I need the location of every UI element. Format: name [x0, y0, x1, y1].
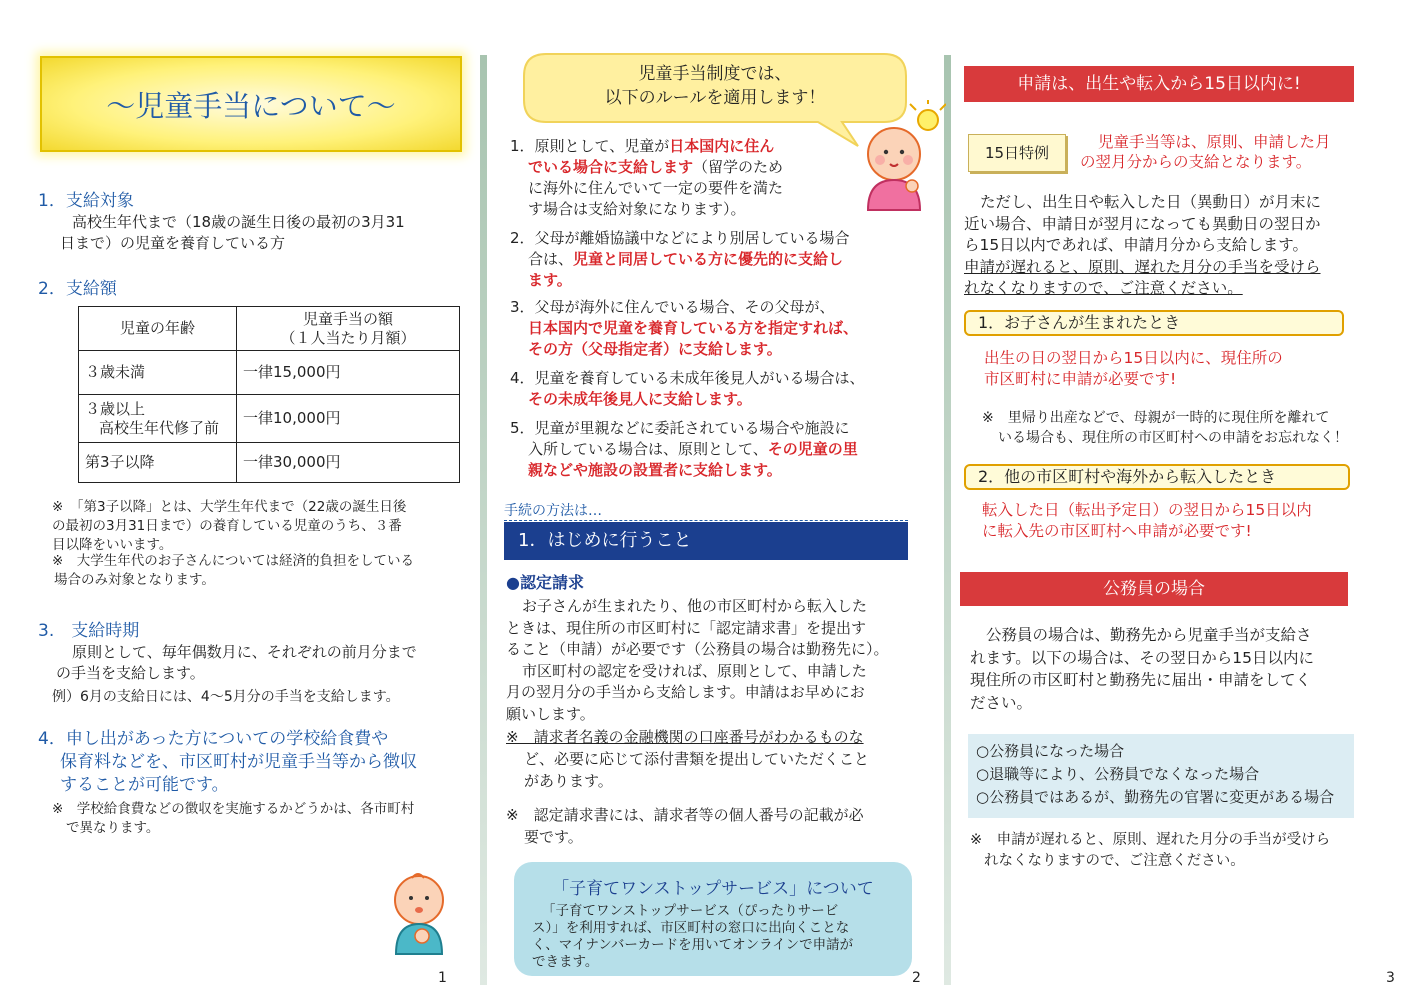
- section-3-heading: 3. 支給時期: [38, 621, 140, 641]
- cert-heading: ●認定請求: [506, 573, 584, 592]
- public-servant-banner: 公務員の場合: [960, 572, 1348, 606]
- baby-lightbulb-illustration: [850, 100, 946, 212]
- one-stop-service-title: 「子育てワンストップサービス」について: [552, 879, 874, 899]
- rule-3: 3．父母が海外に住んでいる場合、その父母が、 日本国内で児童を養育している方を指定すれば、 その方（父母指定者）に支給します。: [510, 298, 859, 358]
- page-title-box: [40, 56, 462, 152]
- special-tag-text: 児童手当等は、原則、申請した月 の翌月分からの支給となります。: [1080, 133, 1331, 171]
- section-4-heading: 4．申し出があった方についての学校給食費や 保育料などを、市区町村が児童手当等から徴収 することが可能です。: [38, 729, 417, 795]
- special-tag: 15日特例: [968, 134, 1066, 172]
- section-2-heading: 2．支給額: [38, 279, 117, 299]
- method-label: 手続の方法は…: [504, 500, 908, 521]
- note-attachments: ※ 請求者名義の金融機関の口座番号がわかるものな ど、必要に応じて添付書類を提出していただくこと があります。: [506, 728, 870, 790]
- page-number-3: 3: [1386, 970, 1395, 986]
- table-row: 第3子以降 一律30,000円: [79, 443, 460, 483]
- deadline-body: ただし、出生日や転入した日（異動日）が月末に 近い場合、申請日が翌月になっても異動日の翌日か ら15日以内であれば、申請月分から支給します。 申請が遅れると、原則、遅れた月分の手当を受けら れなくなりますので、ご注意ください。: [964, 193, 1322, 297]
- case-1-requirement: 出生の日の翌日から15日以内に、現住所の 市区町村に申請が必要です!: [984, 349, 1283, 388]
- public-servant-body: 公務員の場合は、勤務先から児童手当が支給さ れます。以下の場合は、その翌日から15日以内に 現住所の市区町村と勤務先に届出・申請をしてく ださい。: [970, 626, 1314, 712]
- public-servant-cases: [968, 734, 1354, 818]
- list-item: ○退職等により、公務員でなくなった場合: [976, 765, 1260, 783]
- section-3-body: 原則として、毎年偶数月に、それぞれの前月分まで の手当を支給します。: [56, 643, 417, 682]
- public-servant-note: ※ 申請が遅れると、原則、遅れた月分の手当が受けら れなくなりますので、ご注意ください。: [970, 832, 1331, 869]
- note-third-child: ※ 「第3子以降」とは、大学生年代まで（22歳の誕生日後 の最初の3月31日まで）の養育している児童のうち、３番 目以降をいいます。: [52, 499, 407, 553]
- section-4-note: ※ 学校給食費などの徴収を実施するかどうかは、各市町村 で異なります。: [52, 801, 415, 836]
- cert-body: お子さんが生まれたり、他の市区町村から転入した ときは、現住所の市区町村に「認定請求書」を提出す ること（申請）が必要です（公務員の場合は勤務先に）。 市区町村の認定を受ければ、原則として、申請した 月の翌月分の手当から支給します。申請はお早めにお 願いします。: [506, 597, 889, 723]
- list-item: ○公務員ではあるが、勤務先の官署に変更がある場合: [976, 788, 1335, 806]
- section-3-example: 例）6月の支給日には、4～5月分の手当を支給します。: [52, 689, 400, 705]
- page-title: ～児童手当について～: [106, 89, 396, 123]
- page-number-1: 1: [438, 970, 447, 986]
- one-stop-service-body: 「子育てワンストップサービス（ぴったりサービ ス）」を利用すれば、市区町村の窓口に出向くことな く、マイナンバーカードを用いてオンラインで申請が できます。: [532, 903, 854, 970]
- case-2-requirement: 転入した日（転出予定日）の翌日から15日以内 に転入先の市区町村へ申請が必要です!: [982, 501, 1312, 540]
- amount-table: [78, 306, 460, 483]
- note-individual-number: ※ 認定請求書には、請求者等の個人番号の記載が必 要です。: [506, 806, 864, 846]
- table-row: ３歳以上 高校生年代修了前 一律10,000円: [79, 395, 460, 443]
- rule-1: 1．原則として、児童が日本国内に住ん でいる場合に支給します（留学のため に海外に住んでいて一定の要件を満た す場合は支給対象になります）。: [510, 137, 784, 218]
- table-header-amount: 児童手当の額 （１人当たり月額）: [237, 307, 460, 351]
- list-item: ○公務員になった場合: [976, 742, 1125, 760]
- note-university: ※ 大学生年代のお子さんについては経済的負担をしている 場合のみ対象となります。: [52, 553, 415, 588]
- case-1-note: ※ 里帰り出産などで、母親が一時的に現住所を離れて いる場合も、現住所の市区町村への申請をお忘れなく！: [982, 410, 1348, 446]
- page-number-2: 2: [912, 970, 921, 986]
- page-gutter-1: [480, 55, 487, 985]
- deadline-banner: 申請は、出生や転入から15日以内に!: [964, 66, 1354, 102]
- section-1-body: 高校生年代まで（18歳の誕生日後の最初の3月31 日まで）の児童を養育している方: [60, 213, 405, 252]
- table-header-age: 児童の年齢: [79, 307, 237, 351]
- case-1-heading: 1．お子さんが生まれたとき: [964, 310, 1344, 336]
- baby-illustration: [382, 866, 456, 962]
- case-2-heading: 2．他の市区町村や海外から転入したとき: [964, 464, 1350, 490]
- one-stop-service-box: [514, 862, 912, 976]
- table-row: ３歳未満 一律15,000円: [79, 351, 460, 395]
- rules-bubble-text: 児童手当制度では、 以下のルールを適用します！: [604, 64, 826, 108]
- rule-5: 5．児童が里親などに委託されている場合や施設に 入所している場合は、原則として、その児童の里 親などや施設の設置者に支給します。: [510, 419, 858, 479]
- rule-2: 2．父母が離婚協議中などにより別居している場合 合は、児童と同居している方に優先的に支給し ます。: [510, 229, 850, 289]
- step-1-banner: 1．はじめに行うこと: [504, 522, 908, 560]
- section-1-heading: 1．支給対象: [38, 191, 134, 211]
- rule-4: 4．児童を養育している未成年後見人がいる場合は、 その未成年後見人に支給します。: [510, 369, 865, 408]
